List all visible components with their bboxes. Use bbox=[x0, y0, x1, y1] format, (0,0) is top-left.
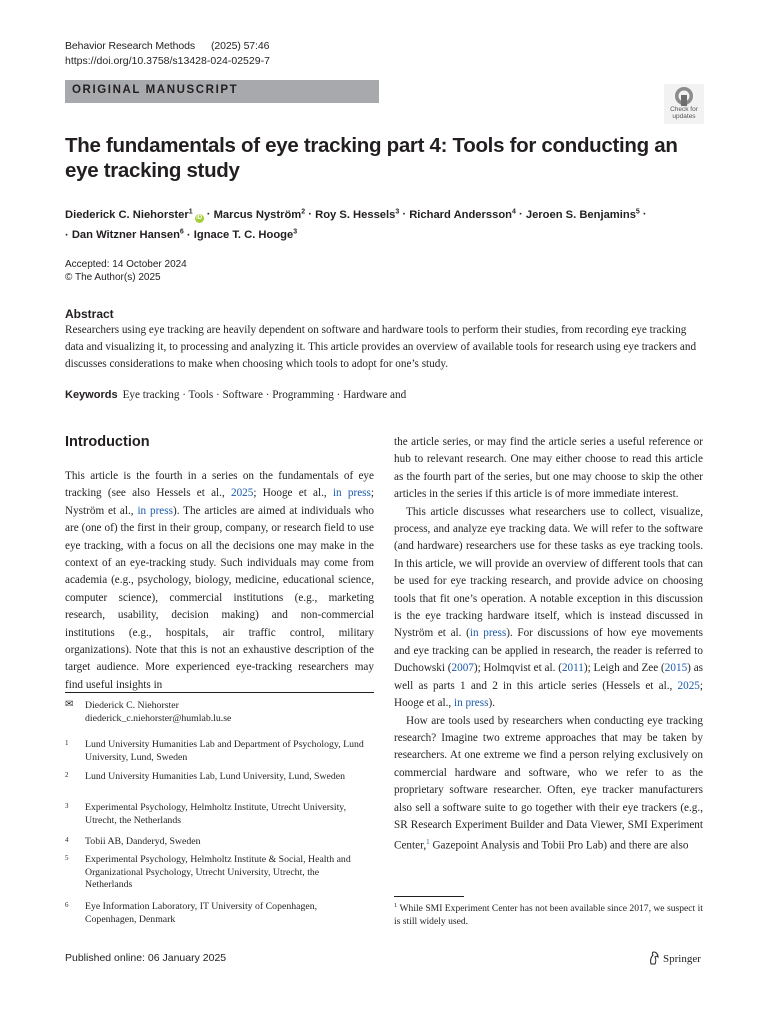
footnote-divider bbox=[394, 896, 464, 897]
citation-link[interactable]: in press bbox=[453, 697, 489, 710]
check-for-updates-badge[interactable] bbox=[664, 84, 704, 124]
footnote bbox=[394, 900, 706, 928]
author-name: Jeroen S. Benjamins$^5$ bbox=[525, 208, 640, 221]
citation-link[interactable]: in press bbox=[469, 627, 507, 640]
author-name: Ignace T. C. Hooge$^3$ bbox=[193, 228, 298, 242]
article-title: The fundamentals of eye tracking part 4: Tools for conducting an eye tracking study bbox=[65, 134, 678, 182]
body-text: ); Holmqvist et al. ( bbox=[473, 662, 562, 675]
affiliation-item: 3 Experimental Psychology, Helmholtz Institute, Utrecht University, Utrecht, the Netherlands bbox=[65, 802, 347, 826]
article-dates bbox=[65, 258, 187, 284]
affiliation-item: 2 Lund University Humanities Lab, Lund University, Lund, Sweden bbox=[65, 771, 346, 782]
body-text: ) as well as parts 1 and 2 in this article series (Hessels et al., bbox=[394, 662, 704, 692]
author-separator: · bbox=[203, 208, 214, 221]
doi-link[interactable]: https://doi.org/10.3758/s13428-024-02529-7 bbox=[65, 55, 270, 67]
keywords-label: Keywords bbox=[65, 389, 118, 401]
correspondence-name: Diederick C. Niehorster bbox=[85, 700, 179, 711]
journal-citation-line bbox=[65, 40, 269, 52]
author-separator: · bbox=[515, 208, 526, 221]
introduction-heading: Introduction bbox=[65, 434, 150, 450]
author-separator: · bbox=[305, 208, 316, 221]
keywords-text: Eye tracking · Tools · Software · Programming · Hardware and bbox=[122, 389, 407, 401]
published-date: Published online: 06 January 2025 bbox=[65, 952, 227, 964]
journal-volume: (2025) 57:46 bbox=[211, 40, 270, 52]
intro-paragraph-1 bbox=[65, 468, 374, 694]
citation-link[interactable]: 2007 bbox=[451, 662, 474, 675]
author-affiliation-number: 3 bbox=[293, 228, 298, 236]
citation-link[interactable]: 2025 bbox=[677, 679, 700, 692]
author-affiliation-number: 5 bbox=[635, 208, 640, 215]
right-column-text bbox=[394, 434, 703, 855]
affiliation-item: 5 Experimental Psychology, Helmholtz Institute & Social, Health and Organizational Psychology, Utrecht University, Utrecht, the Netherlands bbox=[65, 854, 351, 891]
check-for-updates-icon bbox=[674, 86, 694, 106]
author-affiliation-number: 6 bbox=[179, 228, 184, 236]
left-column-text bbox=[65, 468, 374, 694]
correspondence-block bbox=[65, 700, 365, 725]
author-separator: · bbox=[183, 229, 194, 242]
body-text: Gazepoint Analysis and Tobii Pro Lab) and there are also bbox=[429, 840, 689, 853]
author-separator: · bbox=[399, 208, 410, 221]
citation-link[interactable]: 2025 bbox=[230, 487, 254, 500]
author-separator: · bbox=[65, 229, 72, 242]
author-affiliation-number: 1 bbox=[188, 208, 193, 215]
body-text: How are tools used by researchers when conducting eye tracking research? Imagine two extreme approaches that may be taken by researchers. At one extreme we find a person relying exclusively on commercial hardware and software, who we refer to as the proprietary software researcher. Often, eye tracker manufacturers also sell a software suite to go together with their eye trackers (e.g., SR Research Experiment Builder and Data Viewer, SMI Experiment Center, bbox=[394, 714, 703, 853]
accepted-date: Accepted: 14 October 2024 bbox=[65, 259, 187, 270]
correspondence-email[interactable]: diederick_c.niehorster@humlab.lu.se bbox=[85, 712, 232, 724]
affiliation-divider bbox=[65, 692, 374, 693]
author-name: Diederick C. Niehorster$^1$ bbox=[65, 208, 193, 221]
springer-horse-icon bbox=[648, 951, 660, 965]
body-text: ). bbox=[488, 697, 495, 710]
citation-link[interactable]: 2015 bbox=[664, 662, 688, 675]
footnote-ref-link[interactable]: 1 bbox=[426, 838, 430, 847]
author-name: Roy S. Hessels$^3$ bbox=[315, 208, 400, 221]
intro-paragraph-2: the article series, or may find the article series a useful reference or hub to relevant research. One may either choose to read this article as the fourth part of the series, but one may choose to skip the other articles in the series if this article is of more immediate interest. bbox=[394, 436, 703, 501]
orcid-icon[interactable]: iD bbox=[196, 214, 203, 221]
body-text: ; Nyström et al., bbox=[65, 487, 374, 517]
publisher-name: Springer bbox=[663, 953, 701, 965]
check-for-updates-text: Check for updates bbox=[670, 106, 698, 120]
body-text: ; Hooge et al., bbox=[253, 487, 333, 500]
author-name: Dan Witzner Hansen$^6$ bbox=[71, 228, 184, 242]
article-type-label: ORIGINAL MANUSCRIPT bbox=[72, 84, 239, 96]
affiliation-item: 4 Tobii AB, Danderyd, Sweden bbox=[65, 836, 201, 847]
body-text: ). The articles are aimed at individuals who are (one of) the first in their group, company, or research field to use eye tracking, with a focus on all the decisions one may make in the context of an eye-tracking study. Such individuals may come from academia (e.g., psychology, biology, medicine, educational science, computer science), commercial institutions (e.g., marketing research, usability, decision making) and non-commercial institutions (e.g., hospitals, air traffic control, military organizations). Note that this is not an exhaustive description of the target audience. More experienced eye-tracking researchers may find useful insights in bbox=[65, 504, 374, 691]
citation-link[interactable]: in press bbox=[332, 487, 371, 500]
body-text: ). For discussions of how eye movements and eye tracking can be applied in research, the reader is referred to Duchowski ( bbox=[394, 627, 703, 675]
body-text: ); Leigh and Zee ( bbox=[583, 662, 665, 675]
body-text: ; Hooge et al., bbox=[394, 679, 703, 710]
author-affiliation-number: 3 bbox=[395, 208, 400, 215]
copyright-notice: © The Author(s) 2025 bbox=[65, 272, 161, 283]
abstract-heading: Abstract bbox=[65, 307, 114, 321]
citation-link[interactable]: in press bbox=[137, 504, 173, 517]
publisher-logo bbox=[648, 951, 701, 965]
abstract-text: Researchers using eye tracking are heavily dependent on software and hardware tools to perform their studies, from recording eye tracking data and visualizing it, to processing and analyzing it. This article provides an overview of available tools for research using eye trackers and discusses considerations to make when choosing which tools to adopt for one’s study. bbox=[65, 324, 697, 370]
footnote-number: 1 bbox=[394, 902, 398, 909]
author-affiliation-number: 4 bbox=[512, 208, 516, 215]
journal-name: Behavior Research Methods bbox=[65, 40, 195, 52]
author-separator: · bbox=[639, 208, 647, 221]
body-text: This article discusses what researchers use to collect, visualize, process, and analyze eye tracking data. We will refer to the software (and hardware) researchers use for these tasks as eye tracking tools. In this article, we will provide an overview of different tools that can be used for eye tracking research, and provide advice on choosing tools that fit one’s operation. A notable exception in this discussion is the eye tracking hardware itself, which is instead discussed in Nyström et al. ( bbox=[394, 505, 703, 640]
author-name: Marcus Nyström$^2$ bbox=[213, 208, 306, 221]
intro-paragraph-3 bbox=[394, 504, 703, 713]
footnote-text: While SMI Experiment Center has not been available since 2017, we suspect it is still widely used. bbox=[394, 903, 703, 927]
envelope-icon: ✉ bbox=[65, 699, 74, 710]
author-list bbox=[65, 203, 705, 244]
keywords-line bbox=[65, 389, 406, 401]
intro-paragraph-4 bbox=[394, 713, 703, 856]
citation-link[interactable]: 2011 bbox=[561, 662, 584, 675]
body-text: This article is the fourth in a series on the fundamentals of eye tracking (see also Hessels et al., bbox=[65, 470, 374, 500]
affiliation-item: 1 Lund University Humanities Lab and Department of Psychology, Lund University, Lund, Sweden bbox=[65, 739, 364, 763]
author-affiliation-number: 2 bbox=[301, 208, 306, 215]
author-name: Richard Andersson$^4$ bbox=[409, 208, 516, 221]
affiliation-item: 6 Eye Information Laboratory, IT University of Copenhagen, Copenhagen, Denmark bbox=[65, 901, 318, 925]
